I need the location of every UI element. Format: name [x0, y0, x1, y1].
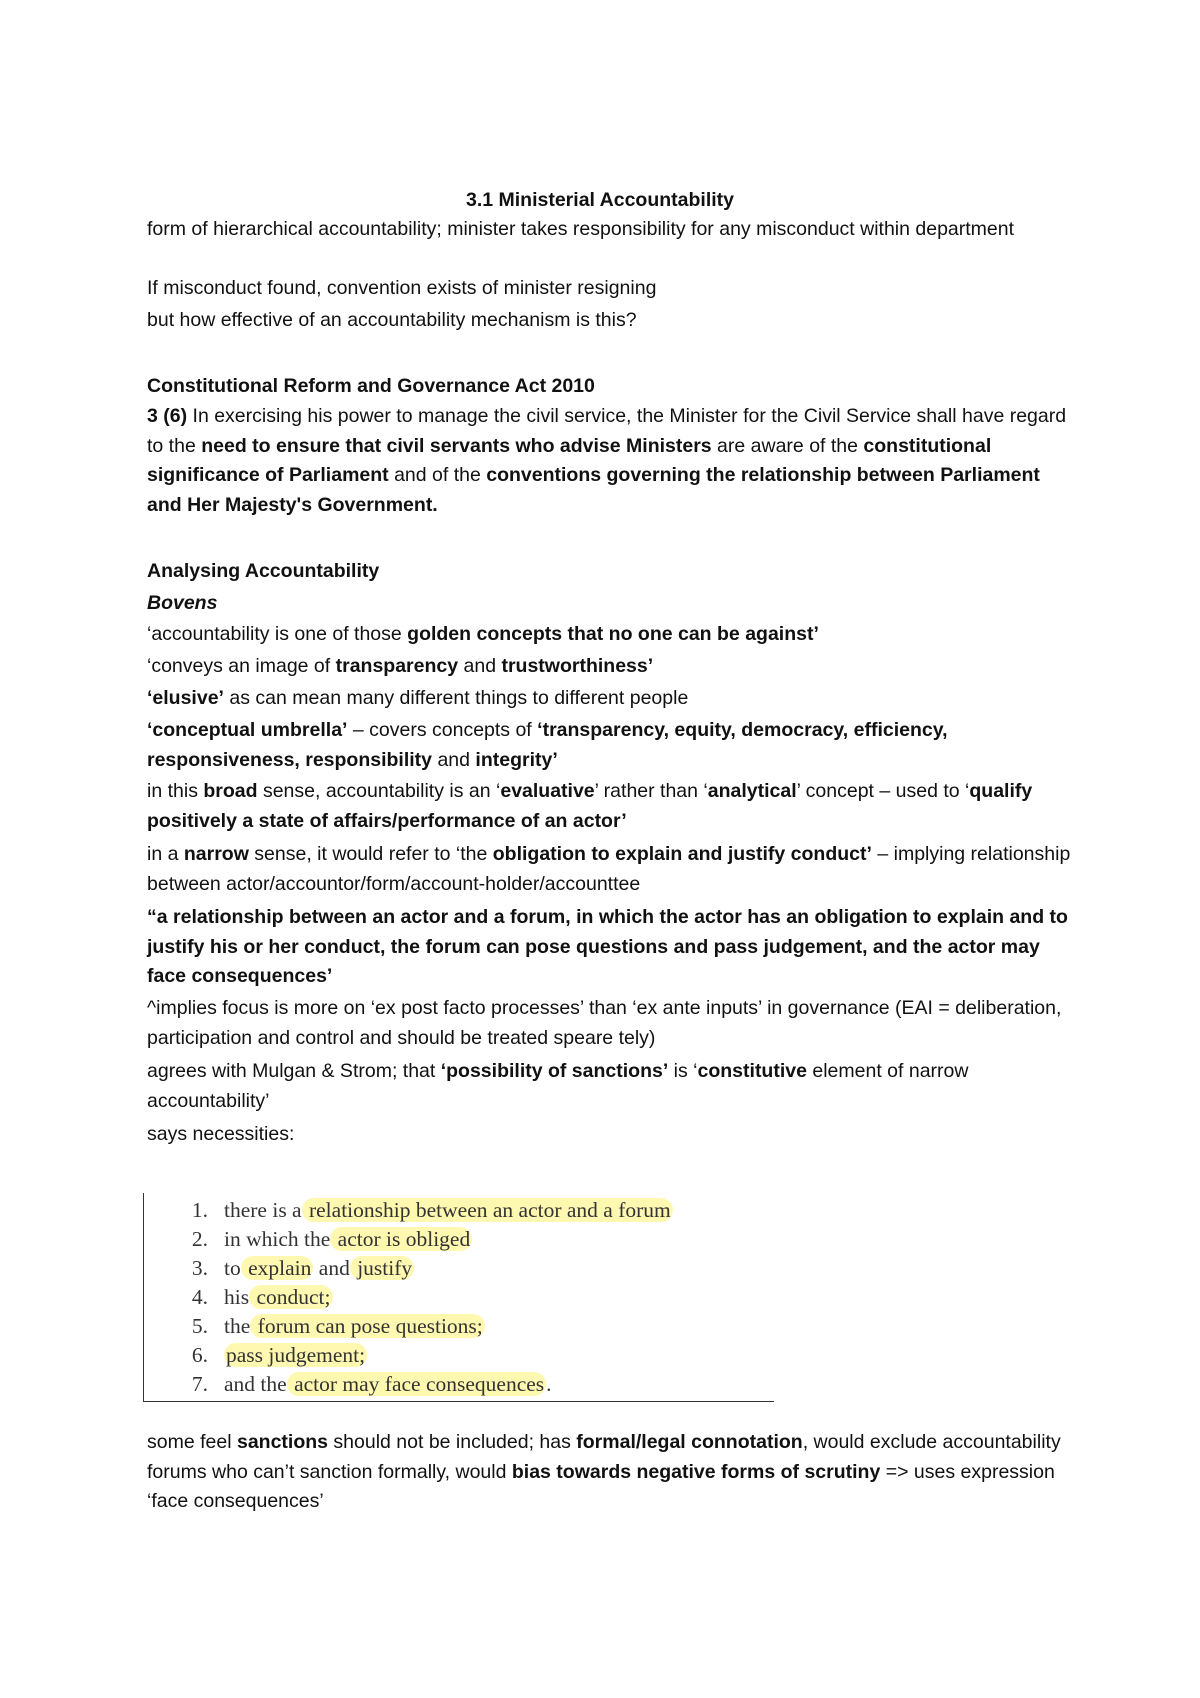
quote-conceptual-umbrella: ‘conceptual umbrella’ – covers concepts of ‘transparency, equity, democracy, efficiency, responsiveness, responsibility and integrity’: [147, 719, 948, 771]
mulgan-strom-text: agrees with Mulgan & Strom; that ‘possibility of sanctions’ is ‘constitutive element of narrow accountability’: [147, 1060, 969, 1112]
intro-line-2: If misconduct found, convention exists of minister resigning: [147, 277, 657, 299]
necessities-intro: says necessities:: [147, 1123, 295, 1145]
closing-paragraph: some feel sanctions should not be included; has formal/legal connotation, would exclude accountability forums who can’t sanction formally, would bias towards negative forms of scrutiny => uses expression ‘face consequences’: [147, 1431, 1061, 1512]
act-heading: Constitutional Reform and Governance Act 2010: [147, 375, 595, 397]
definition-quote: “a relationship between an actor and a forum, in which the actor has an obligation to explain and to justify his or her conduct, the forum can pose questions and pass judgement, and the actor may face consequences’: [147, 906, 1068, 987]
analysing-heading: Analysing Accountability: [147, 560, 380, 582]
page-title: 3.1 Ministerial Accountability: [465, 189, 734, 211]
intro-line-1: form of hierarchical accountability; minister takes responsibility for any misconduct within department: [147, 218, 1015, 240]
implies-focus-text: ^implies focus is more on ‘ex post facto processes’ than ‘ex ante inputs’ in governance (EAI = deliberation, participation and control and should be treated speare tely): [147, 997, 1062, 1049]
author-name: Bovens: [147, 592, 218, 614]
quote-transparency: ‘conveys an image of transparency and trustworthiness’: [147, 655, 654, 677]
quote-golden-concepts: ‘accountability is one of those golden concepts that no one can be against’: [147, 623, 819, 645]
intro-line-3: but how effective of an accountability mechanism is this?: [147, 309, 637, 331]
broad-sense-text: in this broad sense, accountability is an ‘evaluative’ rather than ‘analytical’ concept – used to ‘qualify positively a state of affairs/performance of an actor’: [147, 780, 1033, 832]
quote-elusive: ‘elusive’ as can mean many different things to different people: [147, 687, 689, 709]
act-section-text: 3 (6) In exercising his power to manage the civil service, the Minister for the Civil Service shall have regard to the need to ensure that civil servants who advise Ministers are aware of the constitutional significance of Parliament and of the conventions governing the relationship between Parliament and Her Majesty's Government.: [147, 405, 1067, 516]
necessities-excerpt: 1. there is a relationship between an actor and a forum 2. in which the actor is obliged 3. to explain and justify 4. his conduct; 5. the forum can pose questions; 6. pass judgement; 7. and the actor may face consequences.: [143, 1193, 774, 1402]
narrow-sense-text: in a narrow sense, it would refer to ‘the obligation to explain and justify conduct’ – implying relationship between actor/accountor/form/account-holder/accounttee: [147, 843, 1071, 895]
